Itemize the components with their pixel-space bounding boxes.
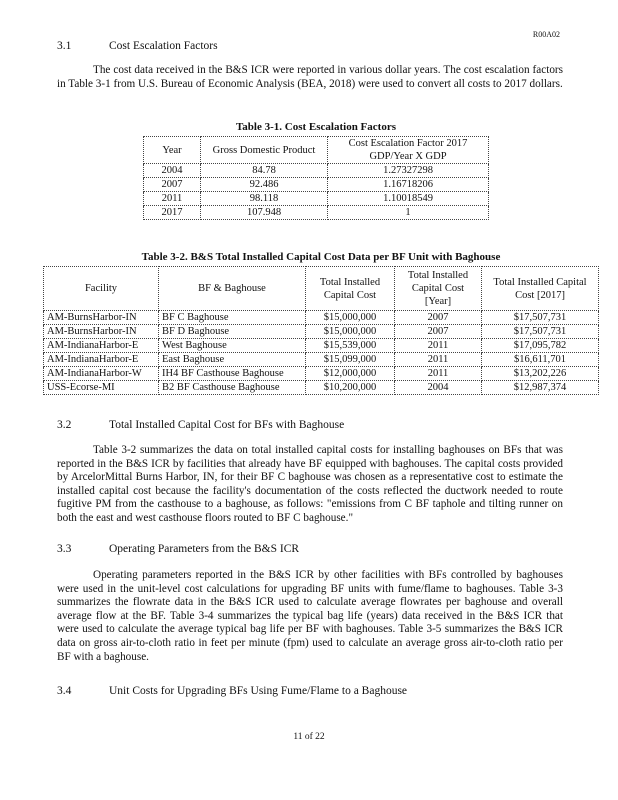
section-heading-3-3: 3.3 Operating Parameters from the B&S ICR <box>57 543 300 555</box>
cell: 92.486 <box>201 178 328 192</box>
table2-caption: Table 3-2. B&S Total Installed Capital Cost Data per BF Unit with Baghouse <box>141 251 501 263</box>
cell: USS-Ecorse-MI <box>44 381 159 395</box>
table-row <box>44 353 599 367</box>
cell: BF D Baghouse <box>159 325 306 339</box>
column-header: Total Installed Capital Cost [2017] <box>482 267 599 311</box>
cell: AM-IndianaHarbor-E <box>44 353 159 367</box>
table-row <box>144 206 489 220</box>
column-header: Total Installed Capital Cost <box>306 267 395 311</box>
table-header-row <box>44 267 599 311</box>
table1-caption: Table 3-1. Cost Escalation Factors <box>235 121 396 133</box>
cell: AM-BurnsHarbor-IN <box>44 311 159 325</box>
table-row <box>44 311 599 325</box>
column-header: Gross Domestic Product <box>201 137 328 164</box>
table-row <box>44 325 599 339</box>
cell: 2004 <box>144 164 201 178</box>
table-row <box>144 164 489 178</box>
cell: 84.78 <box>201 164 328 178</box>
cell: $12,987,374 <box>482 381 599 395</box>
capital-cost-table <box>43 266 599 395</box>
cell: 2004 <box>395 381 482 395</box>
cell: 1.10018549 <box>328 192 489 206</box>
cell: 2007 <box>395 311 482 325</box>
cell: $17,507,731 <box>482 311 599 325</box>
table-row <box>44 339 599 353</box>
cell: 2011 <box>144 192 201 206</box>
paragraph-3-1: The cost data received in the B&S ICR were reported in various dollar years. The cost escalation factors in Table 3-1 from U.S. Bureau of Economic Analysis (BEA, 2018) were used to convert all costs to 2017 dollars. <box>57 64 563 90</box>
cell: 1 <box>328 206 489 220</box>
document-code: R00A02 <box>532 30 560 39</box>
cell: 2017 <box>144 206 201 220</box>
paragraph-3-3: Operating parameters reported in the B&S ICR by other facilities with BFs controlled by baghouses were used in the unit-level cost calculations for upgrading BF units with fume/flame to baghouses. Table 3-3 summarizes the flowrate data in the B&S ICR used to calculate average flowrates per baghouse and overall average flow at the BF. Table 3-4 summarizes the typical bag life (years) data received in the B&S ICR that were used to calculate the average typical bag life per BF with baghouses. Table 3-5 summarizes the B&S ICR data on gross air-to-cloth ratio in feet per minute (fpm) used to calculate an average gross air-to-cloth ratio per BF with a baghouse. <box>57 569 563 663</box>
column-header: Total Installed Capital Cost [Year] <box>395 267 482 311</box>
cell: IH4 BF Casthouse Baghouse <box>159 367 306 381</box>
cell: $12,000,000 <box>306 367 395 381</box>
cell: $10,200,000 <box>306 381 395 395</box>
cost-escalation-table <box>143 136 489 220</box>
cell: 2007 <box>395 325 482 339</box>
table-row <box>44 367 599 381</box>
table-row <box>144 178 489 192</box>
column-header: Year <box>144 137 201 164</box>
cell: 98.118 <box>201 192 328 206</box>
cell: West Baghouse <box>159 339 306 353</box>
section-heading-3-2: 3.2 Total Installed Capital Cost for BFs with Baghouse <box>57 419 345 431</box>
cell: 2011 <box>395 353 482 367</box>
cell: $16,611,701 <box>482 353 599 367</box>
cell: $15,000,000 <box>306 311 395 325</box>
cell: $17,507,731 <box>482 325 599 339</box>
cell: BF C Baghouse <box>159 311 306 325</box>
table-row <box>144 192 489 206</box>
cell: 1.16718206 <box>328 178 489 192</box>
cell: B2 BF Casthouse Baghouse <box>159 381 306 395</box>
cell: AM-BurnsHarbor-IN <box>44 325 159 339</box>
table-row <box>44 381 599 395</box>
cell: AM-IndianaHarbor-W <box>44 367 159 381</box>
cell: East Baghouse <box>159 353 306 367</box>
cell: $15,099,000 <box>306 353 395 367</box>
section-heading-3-1: 3.1 Cost Escalation Factors <box>57 40 218 52</box>
cell: $15,539,000 <box>306 339 395 353</box>
section-heading-3-4: 3.4 Unit Costs for Upgrading BFs Using Fume/Flame to a Baghouse <box>57 685 408 697</box>
cell: $13,202,226 <box>482 367 599 381</box>
cell: 2007 <box>144 178 201 192</box>
column-header: Facility <box>44 267 159 311</box>
cell: $15,000,000 <box>306 325 395 339</box>
cell: 2011 <box>395 339 482 353</box>
cell: 1.27327298 <box>328 164 489 178</box>
cell: $17,095,782 <box>482 339 599 353</box>
table-header-row <box>144 137 489 164</box>
column-header: Cost Escalation Factor 2017 GDP/Year X GDP <box>328 137 489 164</box>
column-header: BF & Baghouse <box>159 267 306 311</box>
cell: 107.948 <box>201 206 328 220</box>
paragraph-3-2: Table 3-2 summarizes the data on total installed capital costs for installing baghouses on BFs that was reported in the B&S ICR by facilities that already have BF equipped with baghouses. The capital costs provided by ArcelorMittal Burns Harbor, IN, for their BF C baghouse was chosen as a representative cost to estimate the installed capital cost because the facility's documentation of the costs reflected the ductwork needed to route fugitive PM from the casthouse to a baghouse, as follows: "emissions from C BF taphole and tilting runner on both the east and west casthouse floors routed to BF C baghouse." <box>57 444 563 524</box>
cell: AM-IndianaHarbor-E <box>44 339 159 353</box>
cell: 2011 <box>395 367 482 381</box>
page-number: 11 of 22 <box>293 732 325 742</box>
